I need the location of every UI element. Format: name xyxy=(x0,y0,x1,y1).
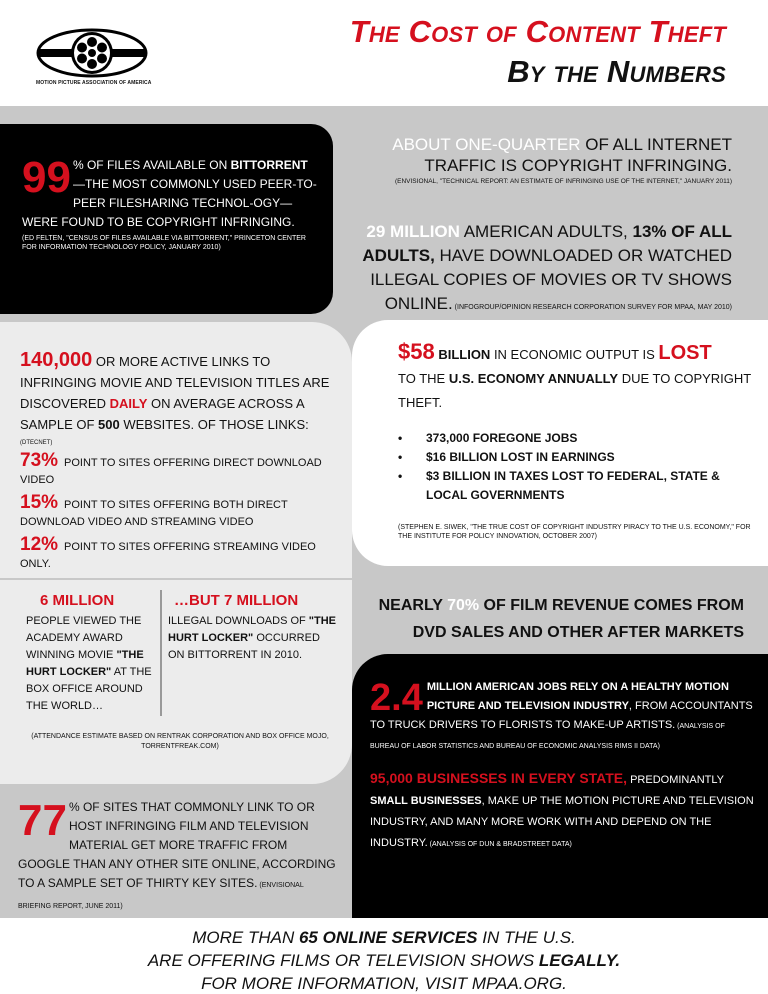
divider xyxy=(0,578,352,580)
footer-text: MORE THAN 65 ONLINE SERVICES IN THE U.S. ARE OFFERING FILMS OR TELEVISION SHOWS LEGALLY. FOR MORE INFORMATION, VISIT MPAA.ORG. xyxy=(147,928,621,993)
source-note: (DTECNET) xyxy=(20,440,53,446)
list-item: • $16 BILLION LOST IN EARNINGS xyxy=(398,448,754,467)
businesses-text: 95,000 BUSINESSES IN EVERY STATE, PREDOMINANTLY SMALL BUSINESSES, MAKE UP THE MOTION PICTURE AND TELEVISION INDUSTRY, AND MANY MORE WORK WITH AND DEPEND ON THE INDUSTRY. (ANALYSIS OF DUN & BRADSTREET DATA) xyxy=(370,770,754,849)
hurt-locker-viewers: 6 MILLION PEOPLE VIEWED THE ACADEMY AWARD WINNING MOVIE "THE HURT LOCKER" AT THE BOX OFFICE AROUND THE WORLD… xyxy=(26,592,152,712)
adults-stat: 29 MILLION AMERICAN ADULTS, 13% OF ALL ADULTS, HAVE DOWNLOADED OR WATCHED ILLEGAL COPIES OF MOVIES OR TV SHOWS ONLINE. (INFOGROUP/OPINION RESEARCH CORPORATION SURVEY FOR MPAA, MAY 2010) xyxy=(362,222,732,313)
list-item: • 373,000 FOREGONE JOBS xyxy=(398,429,754,448)
list-item: • $3 BILLION IN TAXES LOST TO FEDERAL, STATE & LOCAL GOVERNMENTS xyxy=(398,467,754,505)
economic-text: $58 BILLION IN ECONOMIC OUTPUT IS LOST TO THE U.S. ECONOMY ANNUALLY DUE TO COPYRIGHT THEFT. xyxy=(398,339,751,410)
infographic-body xyxy=(0,106,768,918)
film-reel-icon xyxy=(36,28,148,78)
footer xyxy=(0,918,768,994)
infringing-links-panel xyxy=(0,322,352,784)
source-note: (STEPHEN E. SIWEK, "THE TRUE COST OF COPYRIGHT INDUSTRY PIRACY TO THE U.S. ECONOMY," FOR THE INSTITUTE FOR POLICY INNOVATION, OCTOBER 2007) xyxy=(398,524,751,541)
source-note: (ATTENDANCE ESTIMATE BASED ON RENTRAK CORPORATION AND BOX OFFICE MOJO, TORRENTFREAK.COM) xyxy=(31,733,329,750)
jobs-text: MILLION AMERICAN JOBS RELY ON A HEALTHY MOTION PICTURE AND TELEVISION INDUSTRY, FROM ACCOUNTANTS TO TRUCK DRIVERS TO FLORISTS TO MAKE-UP ARTISTS. (ANALYSIS OF BUREAU OF LABOR STATISTICS AND BUREAU OF ECONOMIC ANALYSIS RIMS II DATA) xyxy=(370,681,753,750)
mpaa-logo xyxy=(36,28,152,96)
list-item: 12% POINT TO SITES OFFERING STREAMING VIDEO ONLY. xyxy=(20,534,316,570)
google-traffic-stat: 77 % OF SITES THAT COMMONLY LINK TO OR HOST INFRINGING FILM AND TELEVISION MATERIAL GET MORE TRAFFIC FROM GOOGLE THAN ANY OTHER SITE ONLINE, ACCORDING TO A SAMPLE SET OF THIRTY KEY SITES. (ENVISIONAL BRIEFING REPORT, JUNE 2011) xyxy=(18,796,336,910)
internet-traffic-stat: ABOUT ONE-QUARTER OF ALL INTERNET TRAFFIC IS COPYRIGHT INFRINGING. (ENVISIONAL, "TECHNICAL REPORT: AN ESTIMATE OF INFRINGING USE OF THE INTERNET," JANUARY 2011) xyxy=(340,134,732,187)
stat-77: 77 xyxy=(18,796,67,845)
divider xyxy=(160,590,162,716)
stat-2-4: 2.4 xyxy=(370,677,423,719)
list-item: 73% POINT TO SITES OFFERING DIRECT DOWNLOAD VIDEO xyxy=(20,450,322,486)
economic-loss-panel xyxy=(352,320,768,566)
source-note: (ENVISIONAL, "TECHNICAL REPORT: AN ESTIMATE OF INFRINGING USE OF THE INTERNET," JANUARY 2011) xyxy=(394,178,732,185)
loss-list xyxy=(398,429,754,505)
bittorrent-text: % OF FILES AVAILABLE ON BITTORRENT—THE MOST COMMONLY USED PEER-TO-PEER FILESHARING TECHNOL-OGY—WERE FOUND TO BE COPYRIGHT INFRINGING. xyxy=(22,158,317,229)
source-note: (ED FELTEN, "CENSUS OF FILES AVAILABLE VIA BITTORRENT," PRINCETON CENTER FOR INFORMATION TECHNOLOGY POLICY, JANUARY 2010) xyxy=(22,235,306,252)
header xyxy=(0,0,768,106)
list-item: 15% POINT TO SITES OFFERING BOTH DIRECT DOWNLOAD VIDEO AND STREAMING VIDEO xyxy=(20,492,288,528)
stat-99: 99 xyxy=(22,153,71,202)
film-revenue-stat: NEARLY 70% OF FILM REVENUE COMES FROM DVD SALES AND OTHER AFTER MARKETS xyxy=(378,597,744,641)
source-note: (INFOGROUP/OPINION RESEARCH CORPORATION SURVEY FOR MPAA, MAY 2010) xyxy=(452,304,732,311)
links-intro: 140,000 OR MORE ACTIVE LINKS TO INFRINGING MOVIE AND TELEVISION TITLES ARE DISCOVERED DAILY ON AVERAGE ACROSS A SAMPLE OF 500 WEBSITES. OF THOSE LINKS: xyxy=(20,349,330,432)
hurt-locker-downloads: …BUT 7 MILLION ILLEGAL DOWNLOADS OF "THE HURT LOCKER" OCCURRED ON BITTORRENT IN 2010. xyxy=(168,592,337,661)
page-title: The Cost of Content Theft xyxy=(349,14,726,49)
logo-caption: MOTION PICTURE ASSOCIATION OF AMERICA xyxy=(36,80,152,86)
page-subtitle: By the Numbers xyxy=(507,54,726,89)
bittorrent-panel xyxy=(0,124,333,314)
jobs-panel xyxy=(352,654,768,918)
